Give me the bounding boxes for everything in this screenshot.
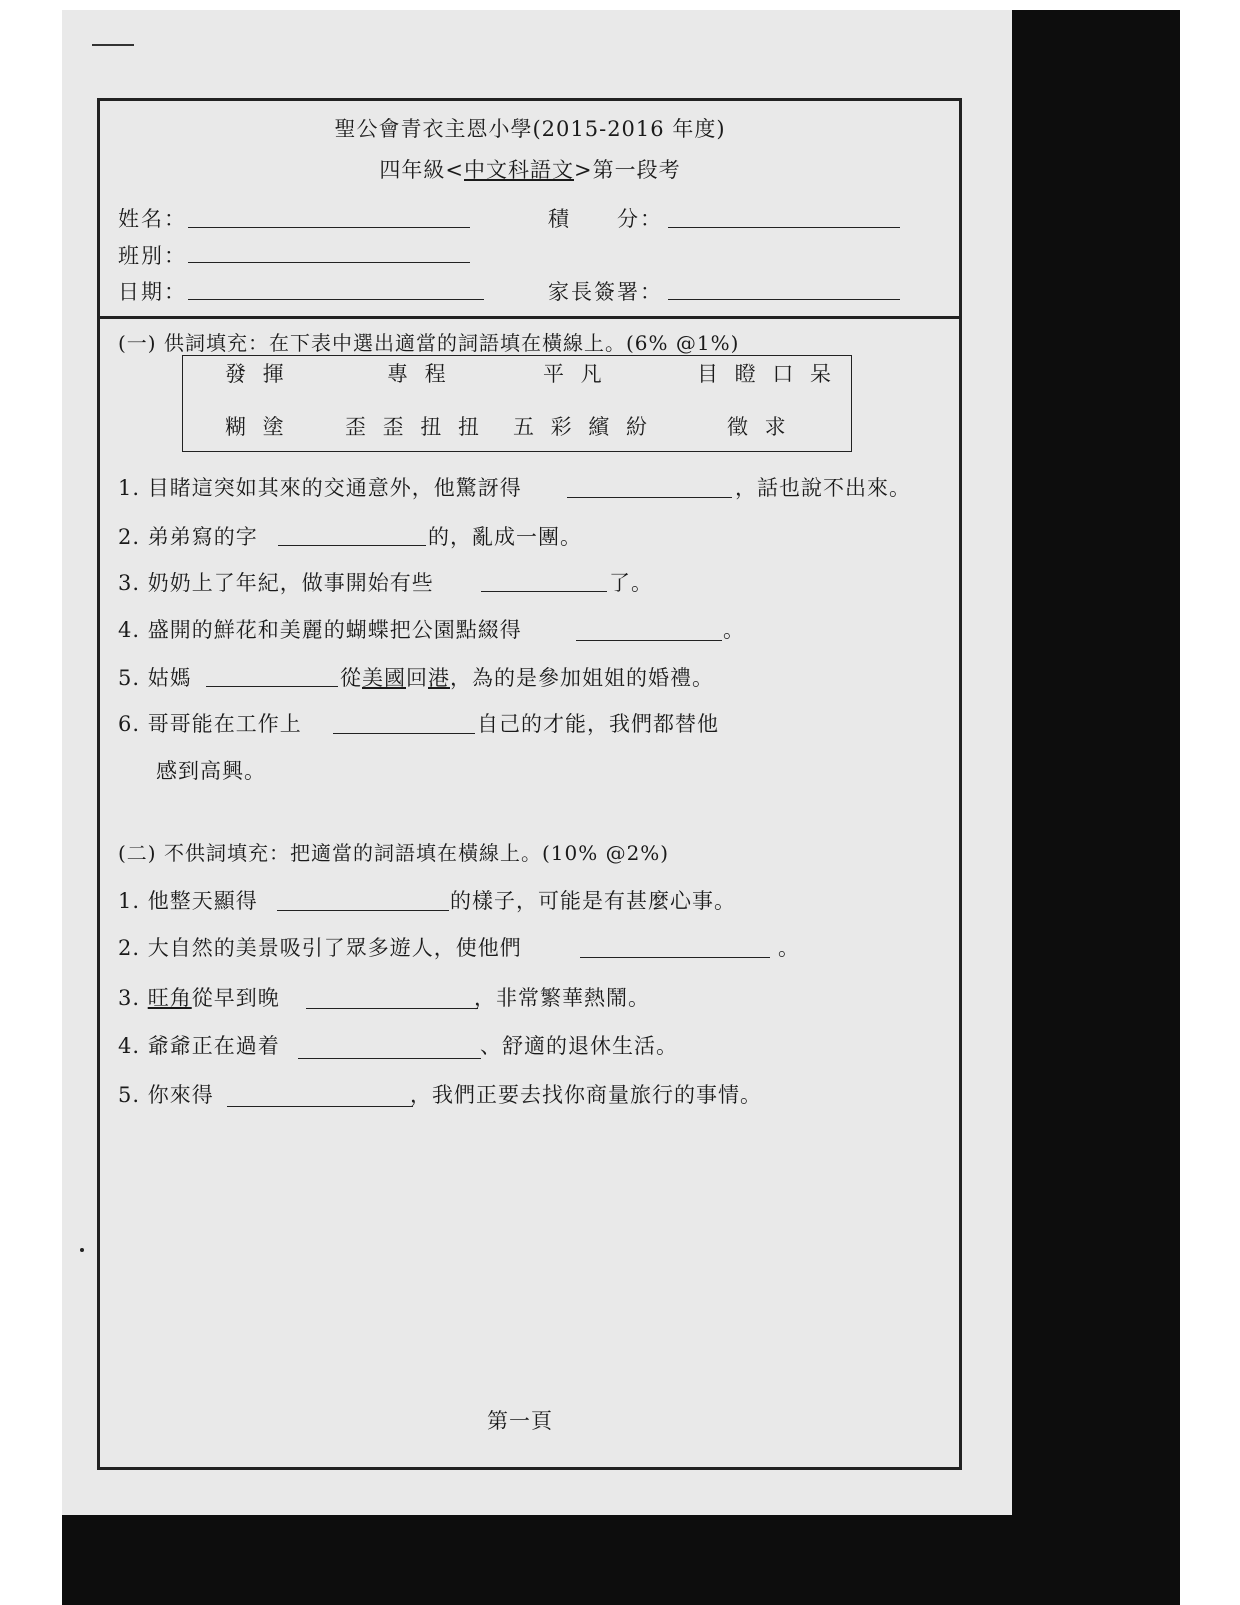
school-title: 聖公會青衣主恩小學(2015-2016 年度) xyxy=(334,117,726,141)
answer-blank[interactable] xyxy=(306,1008,478,1009)
score-field[interactable] xyxy=(668,227,900,228)
section2-question-4-end: 、舒適的退休生活。 xyxy=(480,1034,678,1058)
section1-question-1-end: ，話也說不出來。 xyxy=(735,476,911,500)
name-field[interactable] xyxy=(188,227,470,228)
page-number: 第一頁 xyxy=(487,1409,553,1433)
section1-question-4: 4. 盛開的鮮花和美麗的蝴蝶把公園點綴得 xyxy=(118,618,522,642)
section1-question-5-end xyxy=(340,662,714,692)
text-span: 從早到晚 xyxy=(191,986,280,1010)
section2-question-3-end: ，非常繁華熱鬧。 xyxy=(474,986,650,1010)
section2-question-2: 2. 大自然的美景吸引了眾多遊人，使他們 xyxy=(118,936,522,960)
exam-title xyxy=(0,154,1060,184)
section1-question-6: 6. 哥哥能在工作上 xyxy=(118,712,302,736)
class-label: 班別： xyxy=(118,244,187,268)
name-label: 姓名： xyxy=(118,207,187,231)
scan-background-right xyxy=(1012,10,1180,1605)
header-divider xyxy=(97,316,962,319)
word-bank-item: 歪 歪 扭 扭 xyxy=(345,415,485,439)
section1-question-3: 3. 奶奶上了年紀，做事開始有些 xyxy=(118,571,434,595)
answer-blank[interactable] xyxy=(580,957,770,958)
word-bank-item: 專 程 xyxy=(387,362,451,386)
word-bank-item: 五 彩 繽 紛 xyxy=(513,415,653,439)
answer-blank[interactable] xyxy=(278,545,426,546)
exam-title-suffix: >第一段考 xyxy=(574,158,681,182)
text-span: 從 xyxy=(340,666,362,690)
word-bank-item: 發 揮 xyxy=(225,362,289,386)
answer-blank[interactable] xyxy=(227,1106,413,1107)
section1-question-2: 2. 弟弟寫的字 xyxy=(118,525,258,549)
word-bank-item: 目 瞪 口 呆 xyxy=(697,362,837,386)
score-label: 積 分： xyxy=(548,207,663,231)
answer-blank[interactable] xyxy=(206,686,338,687)
question-number: 3. xyxy=(118,986,148,1010)
answer-blank[interactable] xyxy=(277,910,449,911)
section2-question-4: 4. 爺爺正在過着 xyxy=(118,1034,280,1058)
exam-title-subject: 中文科語文 xyxy=(464,158,574,182)
section2-question-5-end: ，我們正要去找你商量旅行的事情。 xyxy=(410,1083,762,1107)
section1-question-6-end: 自己的才能，我們都替他 xyxy=(477,712,719,736)
section1-question-6-line2: 感到高興。 xyxy=(156,759,266,783)
exam-title-prefix: 四年級< xyxy=(379,158,464,182)
signature-field[interactable] xyxy=(668,299,900,300)
answer-blank[interactable] xyxy=(298,1058,481,1059)
section2-question-3 xyxy=(118,982,280,1012)
proper-noun-america: 美國 xyxy=(362,666,406,690)
section1-heading: (一) 供詞填充：在下表中選出適當的詞語填在橫線上。(6% @1%) xyxy=(118,331,740,355)
answer-blank[interactable] xyxy=(576,640,722,641)
word-bank-item: 糊 塗 xyxy=(225,415,289,439)
section2-question-1: 1. 他整天顯得 xyxy=(118,889,258,913)
scan-speck xyxy=(80,1248,84,1252)
section1-question-3-end: 了。 xyxy=(609,571,653,595)
section2-question-1-end: 的樣子，可能是有甚麼心事。 xyxy=(450,889,736,913)
section1-question-2-end: 的，亂成一團。 xyxy=(428,525,582,549)
section2-heading: (二) 不供詞填充：把適當的詞語填在橫線上。(10% @2%) xyxy=(118,841,670,865)
section1-question-4-end: 。 xyxy=(723,618,745,642)
class-field[interactable] xyxy=(188,262,470,263)
proper-noun-hongkong: 港 xyxy=(428,666,450,690)
word-bank-box xyxy=(182,355,852,452)
date-field[interactable] xyxy=(188,299,484,300)
section1-question-5: 5. 姑媽 xyxy=(118,666,192,690)
date-label: 日期： xyxy=(118,280,187,304)
text-span: 回 xyxy=(406,666,428,690)
answer-blank[interactable] xyxy=(333,733,475,734)
section2-question-5: 5. 你來得 xyxy=(118,1083,214,1107)
signature-label: 家長簽署： xyxy=(548,280,663,304)
word-bank-item: 平 凡 xyxy=(543,362,607,386)
text-span: ，為的是參加姐姐的婚禮。 xyxy=(450,666,714,690)
section2-question-2-end: 。 xyxy=(778,936,800,960)
proper-noun-mongkok: 旺角 xyxy=(147,986,192,1010)
pen-mark xyxy=(92,44,134,46)
word-bank-item: 徵 求 xyxy=(727,415,791,439)
section1-question-1: 1. 目睹這突如其來的交通意外，他驚訝得 xyxy=(118,476,522,500)
answer-blank[interactable] xyxy=(481,591,607,592)
answer-blank[interactable] xyxy=(567,497,732,498)
scan-background-bottom xyxy=(62,1515,1012,1605)
